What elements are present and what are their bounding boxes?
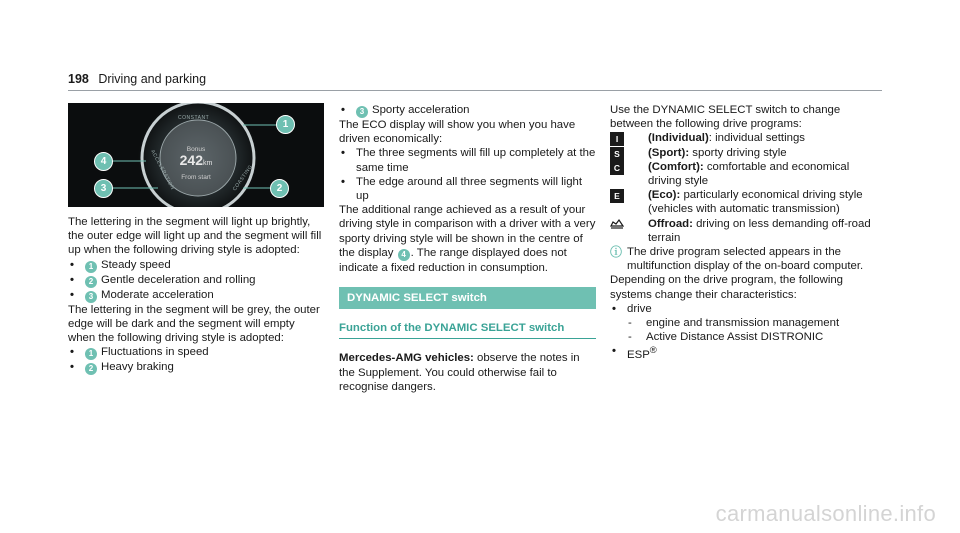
- list-item: [68, 288, 324, 303]
- column-2: [339, 103, 596, 394]
- sub-list-item: - engine and transmission management: [610, 316, 882, 330]
- bonus-number: 242: [179, 152, 203, 168]
- drive-program-offroad: [610, 217, 882, 245]
- number-badge: 4: [398, 249, 410, 261]
- list-item-text: Steady speed: [101, 258, 171, 271]
- program-name: (Comfort):: [648, 160, 704, 173]
- section-heading-bar: DYNAMIC SELECT switch: [339, 287, 596, 309]
- page-number: 198: [68, 72, 89, 86]
- segment-label-coasting: COASTING: [231, 163, 255, 193]
- program-name: Offroad:: [648, 217, 693, 230]
- program-desc: particularly economical driving style (vehicles with automatic transmission): [648, 189, 863, 216]
- list-item: [68, 273, 324, 288]
- callout-3: 3: [94, 179, 113, 198]
- segment-label-acceleration: ACCELERATION: [149, 148, 176, 192]
- list-item: [68, 345, 324, 360]
- bright-lettering-paragraph: The lettering in the segment will light up brightly, the outer edge will light up and the segment will fill up when the following driving style is adopted:: [68, 216, 322, 257]
- number-badge: 3: [85, 291, 97, 303]
- list-item-text: Heavy braking: [101, 361, 174, 374]
- callout-2: 2: [270, 179, 289, 198]
- program-name: (Eco):: [648, 189, 681, 202]
- systems-paragraph: Depending on the drive program, the following systems change their characteristics:: [610, 274, 844, 301]
- list-item: • The edge around all three segments will light up: [339, 175, 596, 203]
- list-item: [68, 360, 324, 375]
- bright-list: [68, 258, 324, 303]
- additional-range-paragraph: [339, 203, 596, 275]
- offroad-mode-icon: [610, 217, 624, 231]
- program-name: (Individual): [648, 132, 709, 145]
- eco-mode-icon: E: [610, 189, 624, 203]
- column-3: [610, 103, 882, 362]
- program-desc: comfortable and economical driving style: [648, 160, 850, 188]
- list-item: • The three segments will fill up completely at the same time: [339, 146, 596, 174]
- list-item-text: Fluctuations in speed: [101, 346, 209, 359]
- drive-program-eco: [610, 188, 882, 216]
- sport-mode-icon: S: [610, 147, 624, 161]
- watermark-logo[interactable]: carmanualsonline.info: [715, 501, 936, 526]
- number-badge: 3: [356, 106, 368, 118]
- drive-program-intro: Use the DYNAMIC SELECT switch to change between the following drive programs:: [610, 104, 841, 131]
- subsection-heading: Function of the DYNAMIC SELECT switch: [339, 321, 596, 339]
- eco-display-paragraph: The ECO display will show you when you have driven economically:: [339, 119, 576, 146]
- grey-lettering-paragraph: The lettering in the segment will be grey, the outer edge will be dark and the segment will empty when the following driving style is adopted:: [68, 303, 320, 345]
- paragraph-text: The additional range achieved as a result of your driving style in comparison with a driver with a very sporty driving style will be shown in the centre of the display: [339, 204, 596, 259]
- bonus-label: Bonus: [186, 146, 206, 153]
- eco-display-illustration: [68, 103, 324, 207]
- amg-note-paragraph: [339, 351, 596, 394]
- note-text: The drive program selected appears in the multifunction display of the on-board computer.: [627, 246, 864, 273]
- individual-mode-icon: I: [610, 132, 624, 146]
- program-desc: driving on less demanding off-road terrain: [648, 217, 871, 244]
- header-rule: [68, 90, 882, 91]
- grey-list: [68, 345, 324, 375]
- drive-program-sport: [610, 146, 882, 160]
- info-icon: ⓘ: [610, 245, 623, 260]
- page-header: [68, 72, 206, 86]
- column-1: [68, 103, 324, 375]
- comfort-mode-icon: C: [610, 161, 624, 175]
- sub-list-item: - Active Distance Assist DISTRONIC: [610, 330, 882, 344]
- info-note: [610, 245, 882, 273]
- program-desc: sporty driving style: [689, 146, 787, 159]
- paragraph-text: . The range displayed does not indicate a fixed reduction in consumption.: [339, 246, 567, 274]
- number-badge: 1: [85, 348, 97, 360]
- amg-label: Mercedes-AMG vehicles:: [339, 352, 474, 365]
- registered-mark: ®: [649, 345, 657, 357]
- segment-label-constant: CONSTANT: [178, 115, 210, 121]
- callout-1: 1: [276, 115, 295, 134]
- list-item-text: Gentle deceleration and rolling: [101, 273, 256, 286]
- list-item: [68, 258, 324, 273]
- bonus-unit: km: [203, 160, 213, 167]
- amg-text: observe the notes in the Supplement. You could otherwise fail to recognise dangers.: [339, 352, 580, 393]
- number-badge: 1: [85, 261, 97, 273]
- list-item-text: Sporty acceleration: [372, 104, 470, 116]
- number-badge: 2: [85, 276, 97, 288]
- from-start-label: From start: [181, 174, 211, 181]
- list-item: • drive: [610, 302, 882, 316]
- program-desc: : individual settings: [708, 132, 805, 145]
- number-badge: 2: [85, 363, 97, 375]
- section-title: Driving and parking: [98, 72, 207, 86]
- list-item-text: Moderate acceleration: [101, 288, 214, 301]
- list-item: [610, 344, 882, 362]
- drive-program-comfort: [610, 160, 882, 188]
- list-item: [339, 103, 596, 118]
- esp-label: ESP: [627, 349, 650, 362]
- program-name: (Sport):: [648, 146, 690, 159]
- callout-4: 4: [94, 152, 113, 171]
- drive-program-individual: [610, 131, 882, 145]
